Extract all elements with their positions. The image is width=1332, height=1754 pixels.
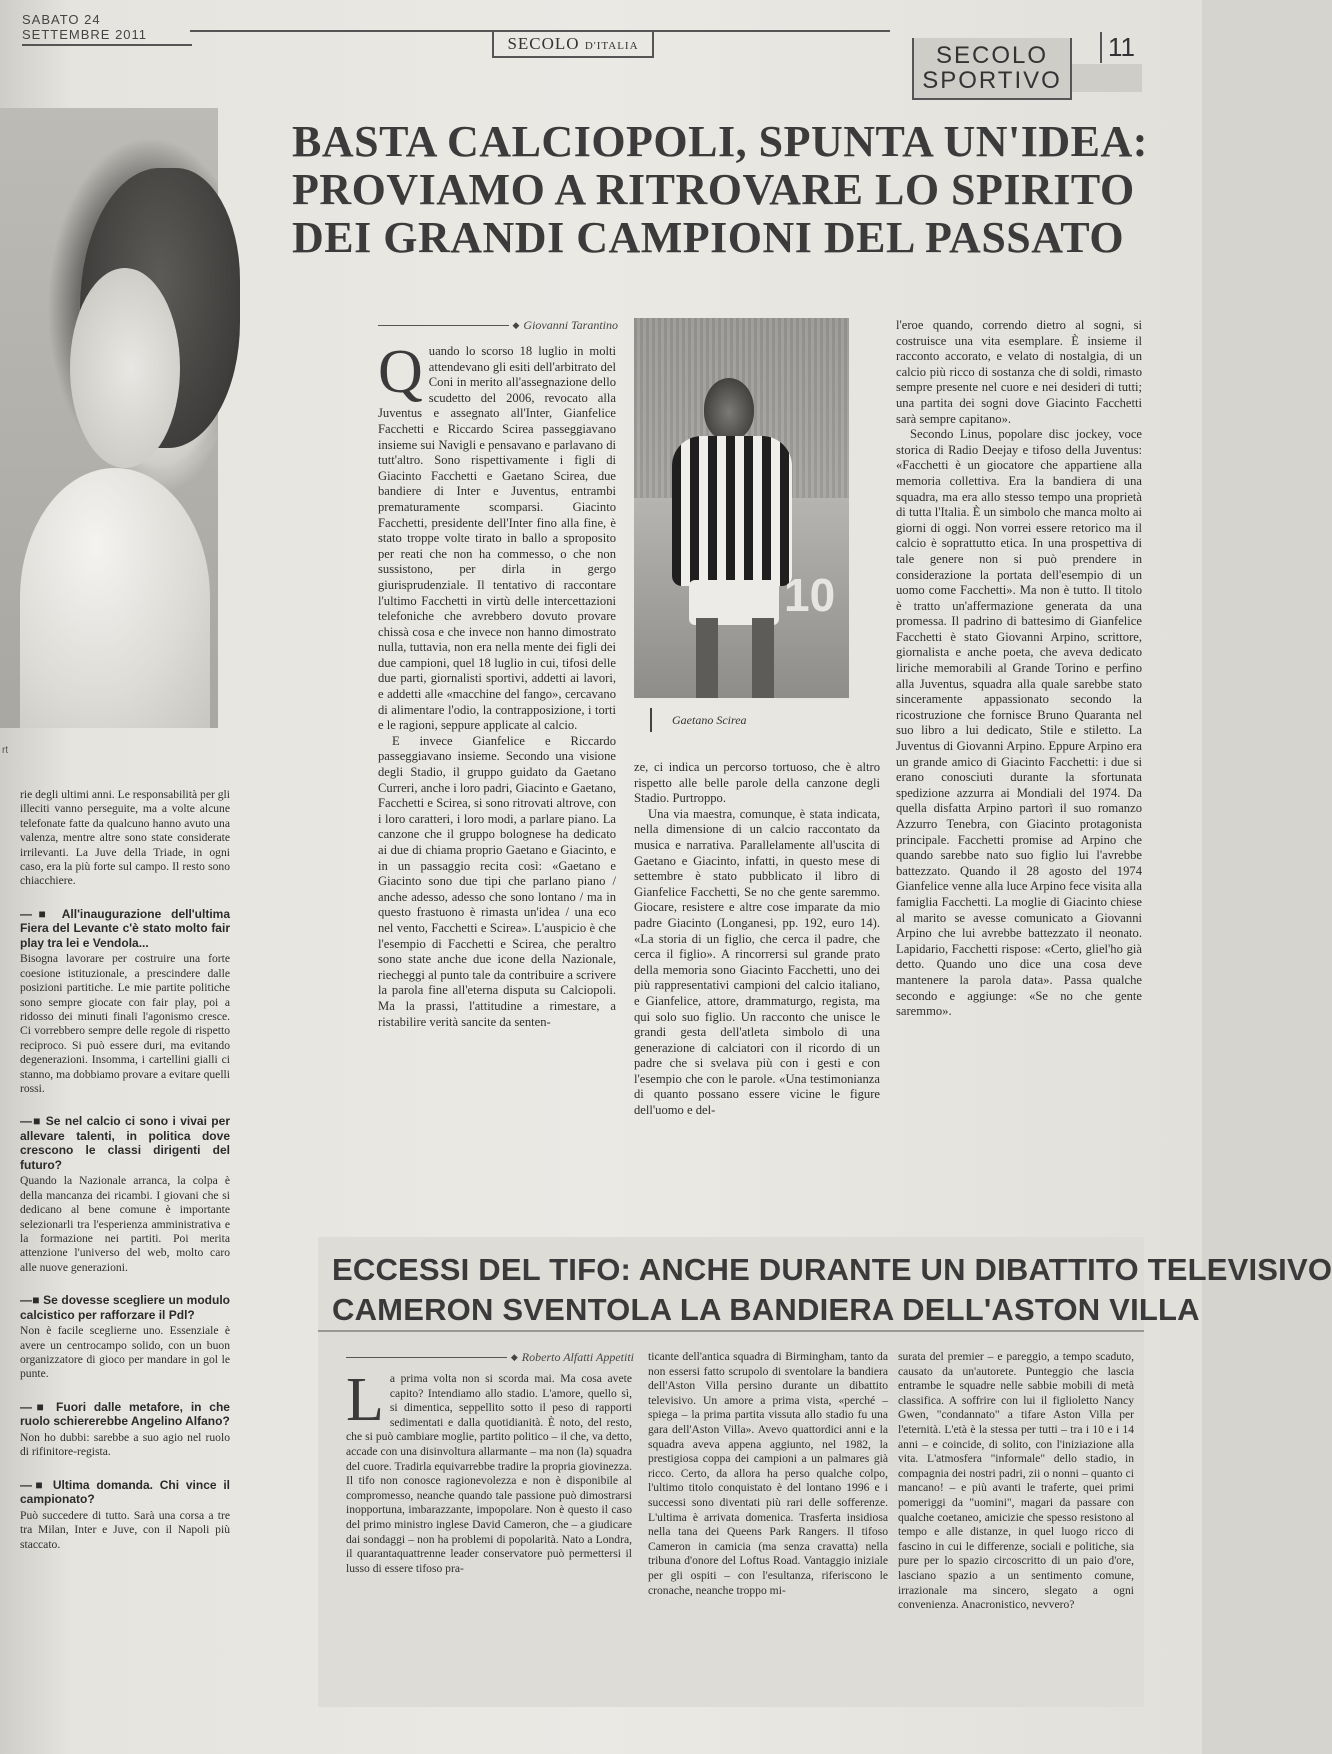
- question-bullet-icon: —■: [20, 1114, 46, 1129]
- dropcap: Q: [378, 338, 423, 406]
- title-line: DEI GRANDI CAMPIONI DEL PASSATO: [292, 213, 1125, 262]
- margin-mark: rt: [2, 745, 9, 756]
- interview-answer: Non è facile sceglierne uno. Essenziale è avere un centrocampo solido, con un buon organizzatore di gioco per mandare in gol le punte.: [20, 1324, 230, 1381]
- masthead-name: SECOLO: [507, 34, 580, 53]
- paragraph-text: uando lo scorso 18 luglio in molti attendevano gli esiti dell'arbitrato del Coni in merito all'assegnazione dello scudetto del 2006, revocato alla Juventus e assegnato all'Inter, Gianfelice Facchetti e Riccardo Scirea passeggiavano insieme sui Navigli e pensavano e parlavano di tutt'altro. Sono rispettivamente i figli di Giacinto Facchetti e Gaetano Scirea, due bandiere di Inter e Juventus, entrambi prematuramente scomparsi. Giacinto Facchetti, presidente dell'Inter fino alla fine, è stato troppe volte tirato in ballo a sproposito per reati che non ha commesso, o che non sussistono, per dirla in gergo giurisprudenziale. Il tentativo di raccontare l'ultimo Facchetti in virtù delle intercettazioni telefoniche che avrebbero dovuto provare chissà cosa e che invece non hanno dimostrato nulla, tuttavia, non era nella mente dei figli dei due campioni, quel 18 luglio in cui, tifosi delle due parti, giornalisti sportivi, addetti ai lavori, e addetti alle «macchine del fango», cercavano di alimentare l'odio, la contrapposizione, i torti e le ragioni, seppure applicate al calcio.: [378, 344, 616, 733]
- header-strip: [1072, 64, 1142, 92]
- interview-sidebar: [20, 788, 230, 1552]
- interview-question: [20, 1293, 230, 1322]
- interview-question: [20, 1114, 230, 1172]
- article-title: [292, 117, 1148, 262]
- section-label: [912, 38, 1072, 100]
- interview-answer: Quando la Nazionale arranca, la colpa è della mancanza dei ricambi. I giovani che si dedicano al bene comune è importante selezionarli tra l'esperienza amministrativa e la formazione nei partiti. Poi merita attenzione l'universo del web, molto caro alle nuove generazioni.: [20, 1174, 230, 1274]
- dropcap: L: [346, 1366, 384, 1434]
- photo-shoulder: [20, 468, 210, 728]
- secondary-title-rule: [318, 1330, 1144, 1332]
- article-paragraph: surata del premier – e pareggio, a tempo scaduto, causato da un'autorete. Punteggio che lascia entrambe le squadre nelle sabbie mobili di metà classifica. A soffrire con lui il figlioletto Nancy Gwen, "condannato" a tifare Aston Villa per l'eternità. L'età è la stessa per tutti – tra i 10 e i 14 anni – e coincide, di solito, con l'iniziazione alla vita. L'atmosfera "informale" dello stadio, in compagnia dei nostri padri, zii o nonni – quanto ci mancano! – e più avanti le traferte, quei primi pomeriggi da "uomini", magari da passare con qualche coetaneo, amicizie che spesso resistono al tempo e alle distanze, in quel luogo ricco di fascino in cui le differenze, sociali e politiche, sia pure per lo spazio circoscritto di un paio d'ore, lasciano spazio a un sentimento comune, irrazionale ma sincero, slegato a ogni convenienza. Anacronistico, nevvero?: [898, 1350, 1134, 1612]
- section-label-line1: SECOLO: [935, 42, 1049, 69]
- photo-player-shirt: [672, 436, 792, 586]
- article-paragraph: E invece Gianfelice e Riccardo passeggiavano insieme. Secondo una visione degli Stadio, il gruppo guidato da Gaetano Curreri, anche i loro padri, Giacinto e Gaetano, Facchetti e Scirea, si sono ritrovati altrove, con i loro caratteri, i loro modi, a parlare piano. La canzone che il gruppo bolognese ha dedicato ai due di chiama proprio Gaetano e Giacinto, e in un passaggio recita così: «Gaetano e Giacinto sono due tipi che parlano piano / anche adesso, adesso che sono lontano / ma in questo frastuono è rimasta un'idea / una eco nel vento, Facchetti e Scirea». L'auspicio è che l'esempio di Facchetti e Scirea, che peraltro sono state anche due icone della Nazionale, riecheggi al punto tale da contribuire a scrivere la parola fine all'eterna disputa su Calciopoli. Ma la prassi, l'attitudine a rimestare, a ristabilire verità sancite da senten-: [378, 733, 616, 1029]
- question-text: Fuori dalle metafore, in che ruolo schiererebbe Angelino Alfano?: [20, 1399, 230, 1429]
- question-text: All'inaugurazione dell'ultima Fiera del Levante c'è stato molto fair play tra lei e Vendola...: [20, 906, 230, 950]
- question-text: Se dovesse scegliere un modulo calcistico per rafforzare il Pdl?: [20, 1293, 230, 1322]
- byline-author: Roberto Alfatti Appetiti: [521, 1350, 634, 1364]
- question-bullet-icon: —■: [20, 1293, 44, 1308]
- byline-author: Giovanni Tarantino: [523, 318, 618, 332]
- article-paragraph: Secondo Linus, popolare disc jockey, voce storica di Radio Deejay e tifoso della Juventus: «Facchetti è un giocatore che appartiene alla memoria collettiva. Era la bandiera di una squadra, ma era allo stesso tempo una proprietà di tutta l'Italia. È un simbolo che manca molto ai giorni di oggi. Non vorrei essere retorico ma il calcio è soprattutto etica. In una prospettiva di tale genere non si può prendere in considerazione la portata dell'esempio di un uomo come Facchetti». Ma non è tutto. Il titolo è tratto un'affermazione generata da una promessa. Il padrino di battesimo di Gianfelice Facchetti è stato Giovanni Arpino, scrittore, giornalista e anche poeta, che aveva dedicato liriche memorabili al Grande Torino e perfino alla Juventus, squadra alla quale sarebbe stato sinceramente appassionato secondo la ricostruzione che fornisce Bruno Quaranta nel suo libro a lui dedicato, Stile e stiletto. La Juventus di Giovanni Arpino. Eppure Arpino era un grande amico di Giacinto Facchetti: i due si erano conosciuti durante la sfortunata spedizione azzurra ai Mondiali del 1974. Da quella disfatta Arpino partorì il suo romanzo Azzurro Tenebra, con Giacinto protagonista principale. Facchetti promise ad Arpino che quando sarebbe nato suo figlio lui l'avrebbe battezzato. Quando il 28 agosto del 1974 Gianfelice venne alla luce Arpino fece visita alla famiglia Facchetti. La moglie di Giacinto chiese al marito se avesse comunicato a Giovanni Arpino che lui avrebbe battezzato il neonato. Lapidario, Facchetti rispose: «Certo, gliel'ho già detto. Quando uno dice una cosa deve mantenere la parola data». Passa qualche secondo e aggiunge: «Se no che gente saremmo».: [896, 427, 1142, 1019]
- article-paragraph: [378, 338, 616, 734]
- section-label-line2: SPORTIVO: [922, 67, 1062, 94]
- secondary-column-2: [648, 1350, 888, 1694]
- article-paragraph: ze, ci indica un percorso tortuoso, che è altro rispetto alle belle parole della canzone degli Stadio. Purtroppo.: [634, 760, 880, 806]
- interview-question: [20, 1400, 230, 1429]
- article-paragraph: l'eroe quando, correndo dietro al sogni, si costruisce una vita esemplare. È insieme il racconto accorato, e velato di nostalgia, di un calcio più ricco di sostanza che di soldi, rimasto sempre presente nel cuore e nei desideri di tutti; una partita dei sogni dove Giacinto Facchetti sarà sempre capitano».: [896, 318, 1142, 426]
- photo-player-leg: [696, 618, 718, 698]
- issue-date: SABATO 24 SETTEMBRE 2011: [22, 12, 192, 46]
- interview-answer: Può succedere di tutto. Sarà una corsa a tre tra Milan, Inter e Juve, con il Napoli più staccato.: [20, 1508, 230, 1551]
- interview-answer: Bisogna lavorare per costruire una forte coesione istituzionale, a prescindere dalle posizioni partitiche. Le mie partite politiche sono sempre giocate con fair play, poi a ridosso dei minuti finali l'agonismo cresce. Ci vorrebbero sempre delle regole di rispetto reciproco. Si può essere duri, ma evitando degenerazioni. Insomma, i cartellini gialli ci stanno, ma dobbiamo provare a evitare quelli rossi.: [20, 952, 230, 1095]
- secondary-article-title: [332, 1250, 1332, 1330]
- sidebar-intro: rie degli ultimi anni. Le responsabilità per gli illeciti vanno perseguite, ma a volte alcune telefonate fatte da qualcuno hanno avuto una valenza, mentre altre sono state considerate irrilevanti. La Juve della Triade, in ogni caso, era la più forte sul campo. Il resto sono chiacchiere.: [20, 788, 230, 888]
- masthead-suffix: D'ITALIA: [584, 40, 639, 52]
- article-column-2: [634, 760, 880, 1222]
- article-column-3: [896, 318, 1142, 1222]
- byline-rule: [378, 325, 509, 326]
- title-line: ECCESSI DEL TIFO: ANCHE DURANTE UN DIBATTITO TELEVISIVO: [332, 1252, 1332, 1287]
- question-text: Ultima domanda. Chi vince il campionato?: [20, 1477, 230, 1507]
- photo-caption: Gaetano Scirea: [650, 708, 850, 732]
- player-photo: [634, 318, 849, 698]
- interview-question: [20, 907, 230, 951]
- portrait-photo: [0, 108, 218, 728]
- question-text: Se nel calcio ci sono i vivai per allevare talenti, in politica dove crescono le classi dirigenti del futuro?: [20, 1114, 230, 1172]
- article-byline: [378, 318, 618, 333]
- article-paragraph: [346, 1366, 632, 1576]
- photo-player-head: [704, 378, 754, 440]
- secondary-column-3: [898, 1350, 1134, 1694]
- secondary-byline: [346, 1350, 634, 1365]
- byline-rule: [346, 1357, 507, 1358]
- byline-bullet-icon: ◆: [510, 1352, 518, 1362]
- masthead: [492, 30, 654, 58]
- article-paragraph: ticante dell'antica squadra di Birmingham, tanto da non essersi fatto scrupolo di sventolare la bandiera dell'Aston Villa persino durante un dibattito televisivo. Un amore a prima vista, «perché – spiega – la prima partita vissuta allo stadio fu una gara dell'Aston Villa». Avevo quattordici anni e la squadra aveva appena aggiunto, nel 1982, la prestigiosa coppa dei campioni a un palmares già ricco. Certo, da allora ha perso qualche colpo, l'ultimo titolo conquistato è del lontano 1996 e i successi sono diventati più rari delle sofferenze. L'ultima è arrivata domenica. Trasferta insidiosa nella tana dei Queens Park Rangers. Il tifoso Cameron in camicia (ma senza cravatta) nella tribuna d'onore del Loftus Road. Vantaggio iniziale per gli ospiti – con l'esultanza, riferiscono le cronache, neanche troppo mi-: [648, 1350, 888, 1597]
- page-number: 11: [1100, 32, 1140, 63]
- title-line: CAMERON SVENTOLA LA BANDIERA DELL'ASTON VILLA: [332, 1292, 1200, 1327]
- question-bullet-icon: —■: [20, 1477, 53, 1492]
- photo-player-leg: [752, 618, 774, 698]
- title-line: PROVIAMO A RITROVARE LO SPIRITO: [292, 165, 1135, 214]
- paragraph-text: a prima volta non si scorda mai. Ma cosa avete capito? Intendiamo allo stadio. L'amore, quello sì, si dimentica, seppellito sotto il peso di rapporti sedimentati e dalla quotidianità. È noto, del resto, che si può cambiare moglie, partito politico – il che, va detto, accade con una disinvoltura allarmante – ma non (la) squadra del cuore. Tradirla equivarrebbe tradire la propria giovinezza. Il tifo non conosce ragionevolezza e non è disponibile al compromesso, neanche quando tale passione può dimostrarsi inopportuna, imbarazzante, impopolare. Non è questo il caso del primo ministro inglese David Cameron, che – a giudicare dai sondaggi – non ha problemi di popolarità. Nato a Londra, il quarantaquattrenne leader conservatore può permettersi il lusso di essere tifoso pra-: [346, 1372, 632, 1575]
- shirt-number: 10: [784, 569, 836, 621]
- article-paragraph: Una via maestra, comunque, è stata indicata, nella dimensione di un calcio raccontato da musica e narrativa. Parallelamente all'uscita di Gaetano e Giacinto, infatti, in questo mese di settembre è stato pubblicato il libro di Gianfelice Facchetti, Se no che gente saremmo. Giocare, resistere e altre cose imparate da mio padre Giacinto (Longanesi, pp. 192, euro 14). «La storia di un figlio, che cerca il padre, che cerca il figlio». A rincorrersi sul grande prato della memoria sono Giacinto Facchetti, uno dei più rappresentativi campioni del calcio italiano, e Gianfelice, attore, drammaturgo, regista, ma qui solo suo figlio. Un racconto che unisce le grandi gesta dell'atleta simbolo di una generazione di calciatori con il ricordo di un padre che si svelava più con i gesti e con l'esempio che con le parole. «Una testimonianza di quanto possano essere vicine le figure dell'uomo e del-: [634, 806, 880, 1118]
- interview-question: [20, 1478, 230, 1507]
- question-bullet-icon: —■: [20, 906, 62, 921]
- byline-bullet-icon: ◆: [512, 320, 520, 330]
- interview-answer: Non ho dubbi: sarebbe a suo agio nel ruolo di rifinitore-regista.: [20, 1430, 230, 1459]
- question-bullet-icon: —■: [20, 1399, 57, 1414]
- secondary-column-1: [346, 1366, 632, 1694]
- title-line: BASTA CALCIOPOLI, SPUNTA UN'IDEA:: [292, 117, 1148, 166]
- photo-face: [70, 268, 180, 468]
- article-column-1: [378, 338, 616, 1220]
